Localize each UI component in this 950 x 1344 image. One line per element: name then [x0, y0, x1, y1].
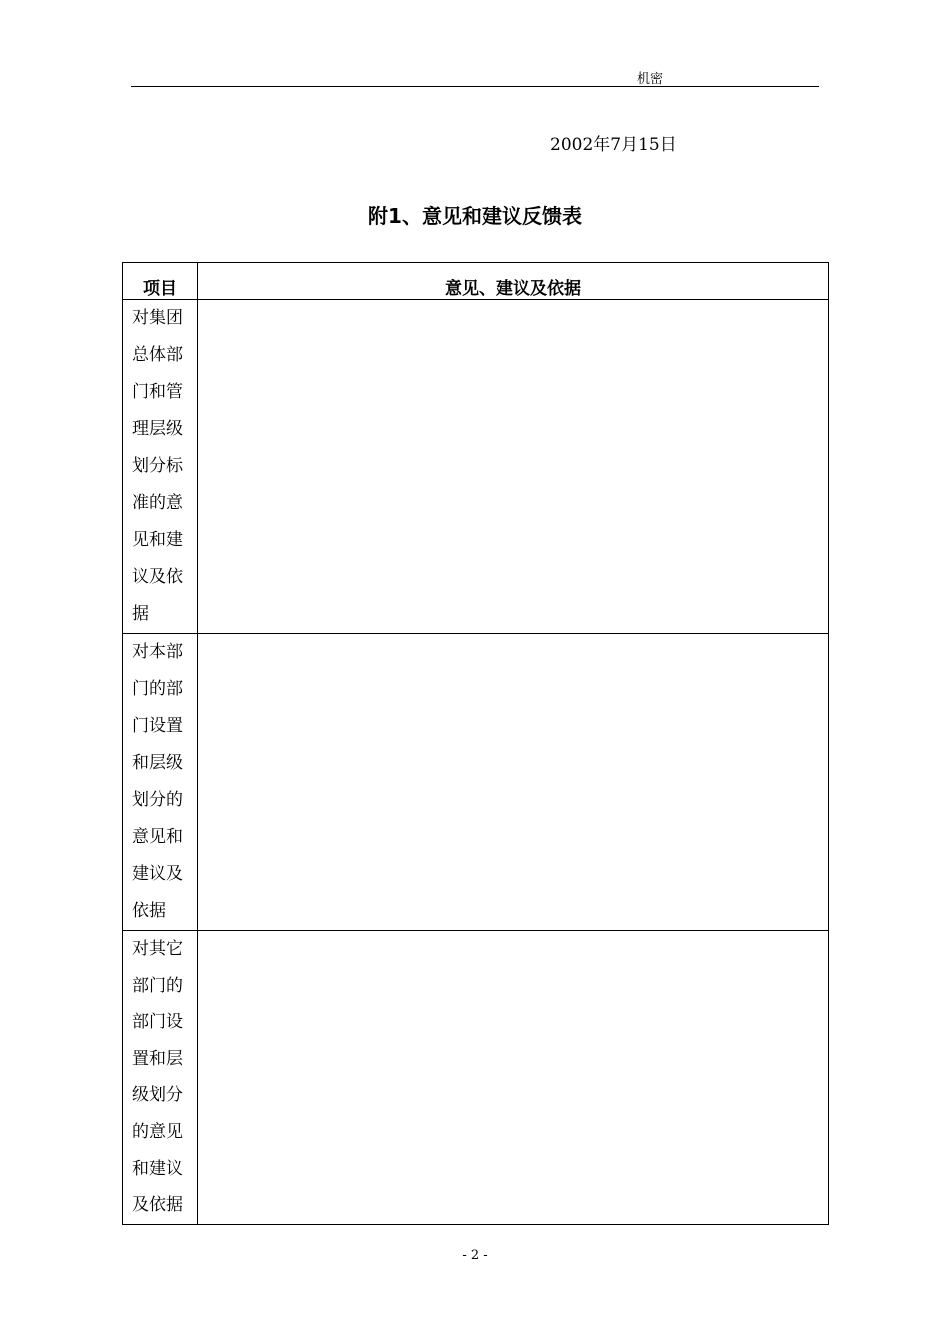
opinion-cell[interactable] [198, 634, 829, 931]
opinion-cell[interactable] [198, 300, 829, 634]
table-row [123, 634, 829, 931]
item-label: 对本部门的部门设置和层级划分的意见和建议及依据 [132, 642, 183, 921]
document-title: 附1、意见和建议反馈表 [368, 204, 582, 228]
column-header-opinion: 意见、建议及依据 [198, 263, 829, 300]
table-row [123, 931, 829, 1225]
document-date: 2002年7月15日 [550, 135, 677, 155]
item-label: 对其它部门的部门设置和层级划分的意见和建议及依据 [132, 939, 183, 1216]
item-cell [123, 634, 198, 931]
header-rule [131, 86, 819, 87]
page-number: - 2 - [462, 1248, 488, 1263]
item-cell [123, 300, 198, 634]
item-label: 对集团总体部门和管理层级划分标准的意见和建议及依据 [132, 308, 183, 624]
table-header-row [123, 263, 829, 300]
feedback-table [122, 262, 829, 1225]
item-cell [123, 931, 198, 1225]
opinion-cell[interactable] [198, 931, 829, 1225]
header-label: 机密 [637, 72, 664, 87]
column-header-item: 项目 [123, 263, 198, 300]
table-row [123, 300, 829, 634]
